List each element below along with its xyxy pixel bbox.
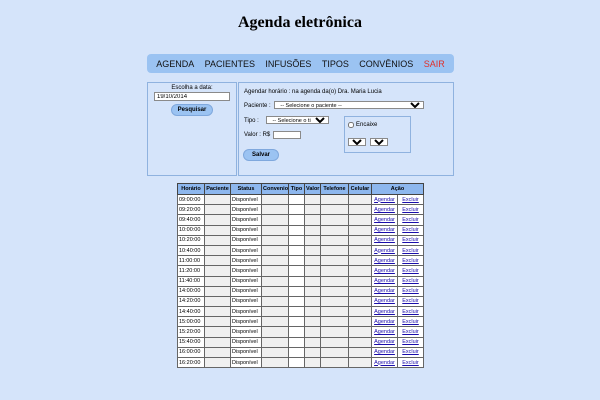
col-tipo: Tipo <box>289 184 305 195</box>
cell-celular <box>349 225 372 235</box>
cell-convenio <box>262 256 289 266</box>
cell-schedule <box>372 276 398 286</box>
cell-telefone <box>321 307 349 317</box>
cell-time: 09:20:00 <box>178 205 205 215</box>
col-convenio: Convenio <box>262 184 289 195</box>
cell-telefone <box>321 245 349 255</box>
cell-status: Disponível <box>231 195 262 205</box>
cell-valor <box>305 347 321 357</box>
cell-status: Disponível <box>231 205 262 215</box>
delete-link[interactable]: Excluir <box>402 247 419 254</box>
cell-tipo <box>289 296 305 306</box>
cell-telefone <box>321 276 349 286</box>
cell-telefone <box>321 347 349 357</box>
cell-celular <box>349 195 372 205</box>
cell-patient <box>205 307 231 317</box>
delete-link[interactable]: Excluir <box>402 216 419 223</box>
delete-link[interactable]: Excluir <box>402 339 419 346</box>
cell-delete <box>398 307 424 317</box>
schedule-link[interactable]: Agendar <box>374 339 395 346</box>
date-input[interactable] <box>154 92 230 101</box>
cell-status: Disponível <box>231 286 262 296</box>
cell-status: Disponível <box>231 317 262 327</box>
cell-time: 15:40:00 <box>178 337 205 347</box>
cell-convenio <box>262 215 289 225</box>
cell-telefone <box>321 235 349 245</box>
cell-convenio <box>262 317 289 327</box>
cell-time: 11:00:00 <box>178 256 205 266</box>
cell-valor <box>305 225 321 235</box>
cell-delete <box>398 266 424 276</box>
cell-schedule <box>372 296 398 306</box>
cell-time: 11:40:00 <box>178 276 205 286</box>
cell-convenio <box>262 337 289 347</box>
cell-patient <box>205 286 231 296</box>
delete-link[interactable]: Excluir <box>402 196 419 203</box>
value-input[interactable] <box>273 131 301 139</box>
page-title: Agenda eletrônica <box>238 14 362 31</box>
cell-patient <box>205 256 231 266</box>
cell-convenio <box>262 327 289 337</box>
cell-schedule <box>372 245 398 255</box>
cell-celular <box>349 358 372 368</box>
cell-patient <box>205 266 231 276</box>
delete-link[interactable]: Excluir <box>402 308 419 315</box>
col-telefone: Telefone <box>321 184 349 195</box>
cell-status: Disponível <box>231 225 262 235</box>
delete-link[interactable]: Excluir <box>402 278 419 285</box>
cell-convenio <box>262 276 289 286</box>
table-row <box>178 307 424 317</box>
cell-convenio <box>262 205 289 215</box>
cell-tipo <box>289 225 305 235</box>
encaixe-box <box>344 116 411 153</box>
cell-time: 15:20:00 <box>178 327 205 337</box>
cell-telefone <box>321 215 349 225</box>
minute-select[interactable] <box>370 138 388 146</box>
cell-tipo <box>289 358 305 368</box>
cell-convenio <box>262 347 289 357</box>
table-row <box>178 276 424 286</box>
cell-tipo <box>289 245 305 255</box>
cell-celular <box>349 286 372 296</box>
nav-item-convenios[interactable]: CONVÊNIOS <box>359 58 414 69</box>
schedule-link[interactable]: Agendar <box>374 237 395 244</box>
cell-valor <box>305 205 321 215</box>
cell-schedule <box>372 347 398 357</box>
table-row <box>178 358 424 368</box>
cell-patient <box>205 215 231 225</box>
cell-convenio <box>262 235 289 245</box>
search-button[interactable]: Pesquisar <box>171 104 214 116</box>
date-search-panel <box>147 82 237 176</box>
cell-telefone <box>321 296 349 306</box>
cell-telefone <box>321 358 349 368</box>
cell-convenio <box>262 195 289 205</box>
table-row <box>178 327 424 337</box>
cell-delete <box>398 215 424 225</box>
nav-item-sair[interactable]: SAIR <box>423 58 445 69</box>
cell-status: Disponível <box>231 327 262 337</box>
cell-delete <box>398 296 424 306</box>
table-row <box>178 225 424 235</box>
cell-valor <box>305 276 321 286</box>
delete-link[interactable]: Excluir <box>402 206 419 213</box>
cell-schedule <box>372 358 398 368</box>
cell-convenio <box>262 286 289 296</box>
schedule-link[interactable]: Agendar <box>374 359 395 366</box>
hour-select[interactable] <box>348 138 366 146</box>
cell-celular <box>349 215 372 225</box>
cell-celular <box>349 276 372 286</box>
encaixe-label: Encaixe <box>356 122 378 128</box>
cell-telefone <box>321 317 349 327</box>
cell-status: Disponível <box>231 307 262 317</box>
schedule-link[interactable]: Agendar <box>374 298 395 305</box>
cell-schedule <box>372 337 398 347</box>
table-row <box>178 337 424 347</box>
cell-status: Disponível <box>231 245 262 255</box>
table-row <box>178 215 424 225</box>
cell-status: Disponível <box>231 215 262 225</box>
save-button[interactable]: Salvar <box>243 149 279 161</box>
delete-link[interactable]: Excluir <box>402 298 419 305</box>
delete-link[interactable]: Excluir <box>402 329 419 336</box>
schedule-table-wrap <box>177 183 423 368</box>
schedule-link[interactable]: Agendar <box>374 288 395 295</box>
schedule-link[interactable]: Agendar <box>374 216 395 223</box>
table-row <box>178 195 424 205</box>
cell-delete <box>398 358 424 368</box>
encaixe-checkbox[interactable] <box>348 122 354 128</box>
main-nav <box>147 54 454 73</box>
cell-delete <box>398 276 424 286</box>
col-acao: Ação <box>372 184 424 195</box>
cell-time: 09:00:00 <box>178 195 205 205</box>
cell-valor <box>305 256 321 266</box>
cell-tipo <box>289 337 305 347</box>
table-header-row <box>178 184 424 195</box>
cell-telefone <box>321 205 349 215</box>
cell-celular <box>349 337 372 347</box>
cell-patient <box>205 235 231 245</box>
cell-celular <box>349 307 372 317</box>
delete-link[interactable]: Excluir <box>402 267 419 274</box>
cell-tipo <box>289 266 305 276</box>
cell-tipo <box>289 307 305 317</box>
cell-time: 10:40:00 <box>178 245 205 255</box>
cell-patient <box>205 195 231 205</box>
date-label: Escolha a data: <box>171 85 213 91</box>
cell-time: 15:00:00 <box>178 317 205 327</box>
nav-item-agenda[interactable]: AGENDA <box>156 58 195 69</box>
cell-schedule <box>372 235 398 245</box>
table-row <box>178 256 424 266</box>
col-celular: Celular <box>349 184 372 195</box>
cell-celular <box>349 266 372 276</box>
cell-telefone <box>321 266 349 276</box>
value-label: Valor : R$ <box>244 132 271 138</box>
cell-patient <box>205 347 231 357</box>
cell-status: Disponível <box>231 266 262 276</box>
cell-tipo <box>289 256 305 266</box>
cell-valor <box>305 266 321 276</box>
cell-telefone <box>321 286 349 296</box>
cell-patient <box>205 337 231 347</box>
cell-status: Disponível <box>231 337 262 347</box>
schedule-link[interactable]: Agendar <box>374 257 395 264</box>
cell-time: 14:20:00 <box>178 296 205 306</box>
col-horario: Horário <box>178 184 205 195</box>
type-select[interactable] <box>266 116 329 124</box>
col-paciente: Paciente <box>205 184 231 195</box>
cell-patient <box>205 327 231 337</box>
schedule-form-panel <box>238 82 454 176</box>
schedule-table <box>177 183 424 368</box>
delete-link[interactable]: Excluir <box>402 288 419 295</box>
nav-item-pacientes[interactable]: PACIENTES <box>204 58 255 69</box>
cell-convenio <box>262 245 289 255</box>
form-heading: Agendar horário : na agenda da(o) Dra. Maria Lucia <box>244 89 382 95</box>
cell-status: Disponível <box>231 296 262 306</box>
cell-patient <box>205 358 231 368</box>
schedule-link[interactable]: Agendar <box>374 267 395 274</box>
cell-tipo <box>289 347 305 357</box>
cell-time: 16:20:00 <box>178 358 205 368</box>
cell-celular <box>349 347 372 357</box>
cell-patient <box>205 205 231 215</box>
cell-schedule <box>372 225 398 235</box>
cell-delete <box>398 225 424 235</box>
cell-celular <box>349 296 372 306</box>
cell-delete <box>398 195 424 205</box>
cell-tipo <box>289 317 305 327</box>
cell-status: Disponível <box>231 235 262 245</box>
delete-link[interactable]: Excluir <box>402 227 419 234</box>
delete-link[interactable]: Excluir <box>402 237 419 244</box>
cell-valor <box>305 296 321 306</box>
schedule-link[interactable]: Agendar <box>374 206 395 213</box>
cell-patient <box>205 276 231 286</box>
schedule-link[interactable]: Agendar <box>374 227 395 234</box>
cell-delete <box>398 245 424 255</box>
cell-status: Disponível <box>231 358 262 368</box>
cell-schedule <box>372 256 398 266</box>
cell-status: Disponível <box>231 347 262 357</box>
cell-status: Disponível <box>231 276 262 286</box>
cell-delete <box>398 205 424 215</box>
cell-schedule <box>372 195 398 205</box>
delete-link[interactable]: Excluir <box>402 359 419 366</box>
delete-link[interactable]: Excluir <box>402 257 419 264</box>
schedule-link[interactable]: Agendar <box>374 308 395 315</box>
schedule-link[interactable]: Agendar <box>374 278 395 285</box>
patient-label: Paciente : <box>244 103 271 109</box>
cell-celular <box>349 235 372 245</box>
cell-celular <box>349 317 372 327</box>
cell-telefone <box>321 225 349 235</box>
cell-schedule <box>372 307 398 317</box>
cell-celular <box>349 205 372 215</box>
cell-telefone <box>321 327 349 337</box>
cell-tipo <box>289 327 305 337</box>
table-row <box>178 205 424 215</box>
cell-valor <box>305 286 321 296</box>
table-row <box>178 296 424 306</box>
cell-tipo <box>289 205 305 215</box>
table-body <box>178 195 424 368</box>
cell-time: 10:00:00 <box>178 225 205 235</box>
cell-time: 09:40:00 <box>178 215 205 225</box>
cell-telefone <box>321 195 349 205</box>
cell-schedule <box>372 205 398 215</box>
cell-valor <box>305 195 321 205</box>
cell-schedule <box>372 215 398 225</box>
cell-delete <box>398 337 424 347</box>
cell-valor <box>305 337 321 347</box>
cell-celular <box>349 327 372 337</box>
cell-time: 10:20:00 <box>178 235 205 245</box>
cell-patient <box>205 245 231 255</box>
cell-delete <box>398 327 424 337</box>
cell-time: 14:40:00 <box>178 307 205 317</box>
cell-convenio <box>262 307 289 317</box>
cell-delete <box>398 235 424 245</box>
table-row <box>178 266 424 276</box>
cell-status: Disponível <box>231 256 262 266</box>
cell-celular <box>349 245 372 255</box>
cell-time: 11:20:00 <box>178 266 205 276</box>
table-row <box>178 286 424 296</box>
cell-patient <box>205 225 231 235</box>
schedule-link[interactable]: Agendar <box>374 247 395 254</box>
cell-tipo <box>289 215 305 225</box>
delete-link[interactable]: Excluir <box>402 349 419 356</box>
cell-schedule <box>372 286 398 296</box>
delete-link[interactable]: Excluir <box>402 318 419 325</box>
table-row <box>178 235 424 245</box>
cell-valor <box>305 307 321 317</box>
cell-telefone <box>321 337 349 347</box>
cell-convenio <box>262 296 289 306</box>
type-label: Tipo : <box>244 118 259 124</box>
cell-convenio <box>262 358 289 368</box>
cell-schedule <box>372 266 398 276</box>
nav-item-tipos[interactable]: TIPOS <box>321 58 349 69</box>
cell-time: 16:00:00 <box>178 347 205 357</box>
cell-delete <box>398 317 424 327</box>
col-valor: Valor <box>305 184 321 195</box>
cell-tipo <box>289 276 305 286</box>
cell-celular <box>349 256 372 266</box>
table-row <box>178 317 424 327</box>
table-row <box>178 245 424 255</box>
cell-time: 14:00:00 <box>178 286 205 296</box>
cell-convenio <box>262 266 289 276</box>
cell-valor <box>305 235 321 245</box>
cell-convenio <box>262 225 289 235</box>
cell-schedule <box>372 317 398 327</box>
patient-select[interactable] <box>274 101 424 109</box>
table-row <box>178 347 424 357</box>
cell-delete <box>398 286 424 296</box>
cell-telefone <box>321 256 349 266</box>
cell-valor <box>305 317 321 327</box>
schedule-link[interactable]: Agendar <box>374 196 395 203</box>
cell-valor <box>305 327 321 337</box>
cell-patient <box>205 296 231 306</box>
schedule-link[interactable]: Agendar <box>374 349 395 356</box>
cell-tipo <box>289 286 305 296</box>
nav-item-infusoes[interactable]: INFUSÕES <box>265 58 312 69</box>
cell-delete <box>398 347 424 357</box>
cell-valor <box>305 358 321 368</box>
schedule-link[interactable]: Agendar <box>374 318 395 325</box>
cell-patient <box>205 317 231 327</box>
cell-valor <box>305 215 321 225</box>
cell-valor <box>305 245 321 255</box>
cell-tipo <box>289 195 305 205</box>
cell-tipo <box>289 235 305 245</box>
cell-delete <box>398 256 424 266</box>
schedule-link[interactable]: Agendar <box>374 329 395 336</box>
cell-schedule <box>372 327 398 337</box>
col-status: Status <box>231 184 262 195</box>
